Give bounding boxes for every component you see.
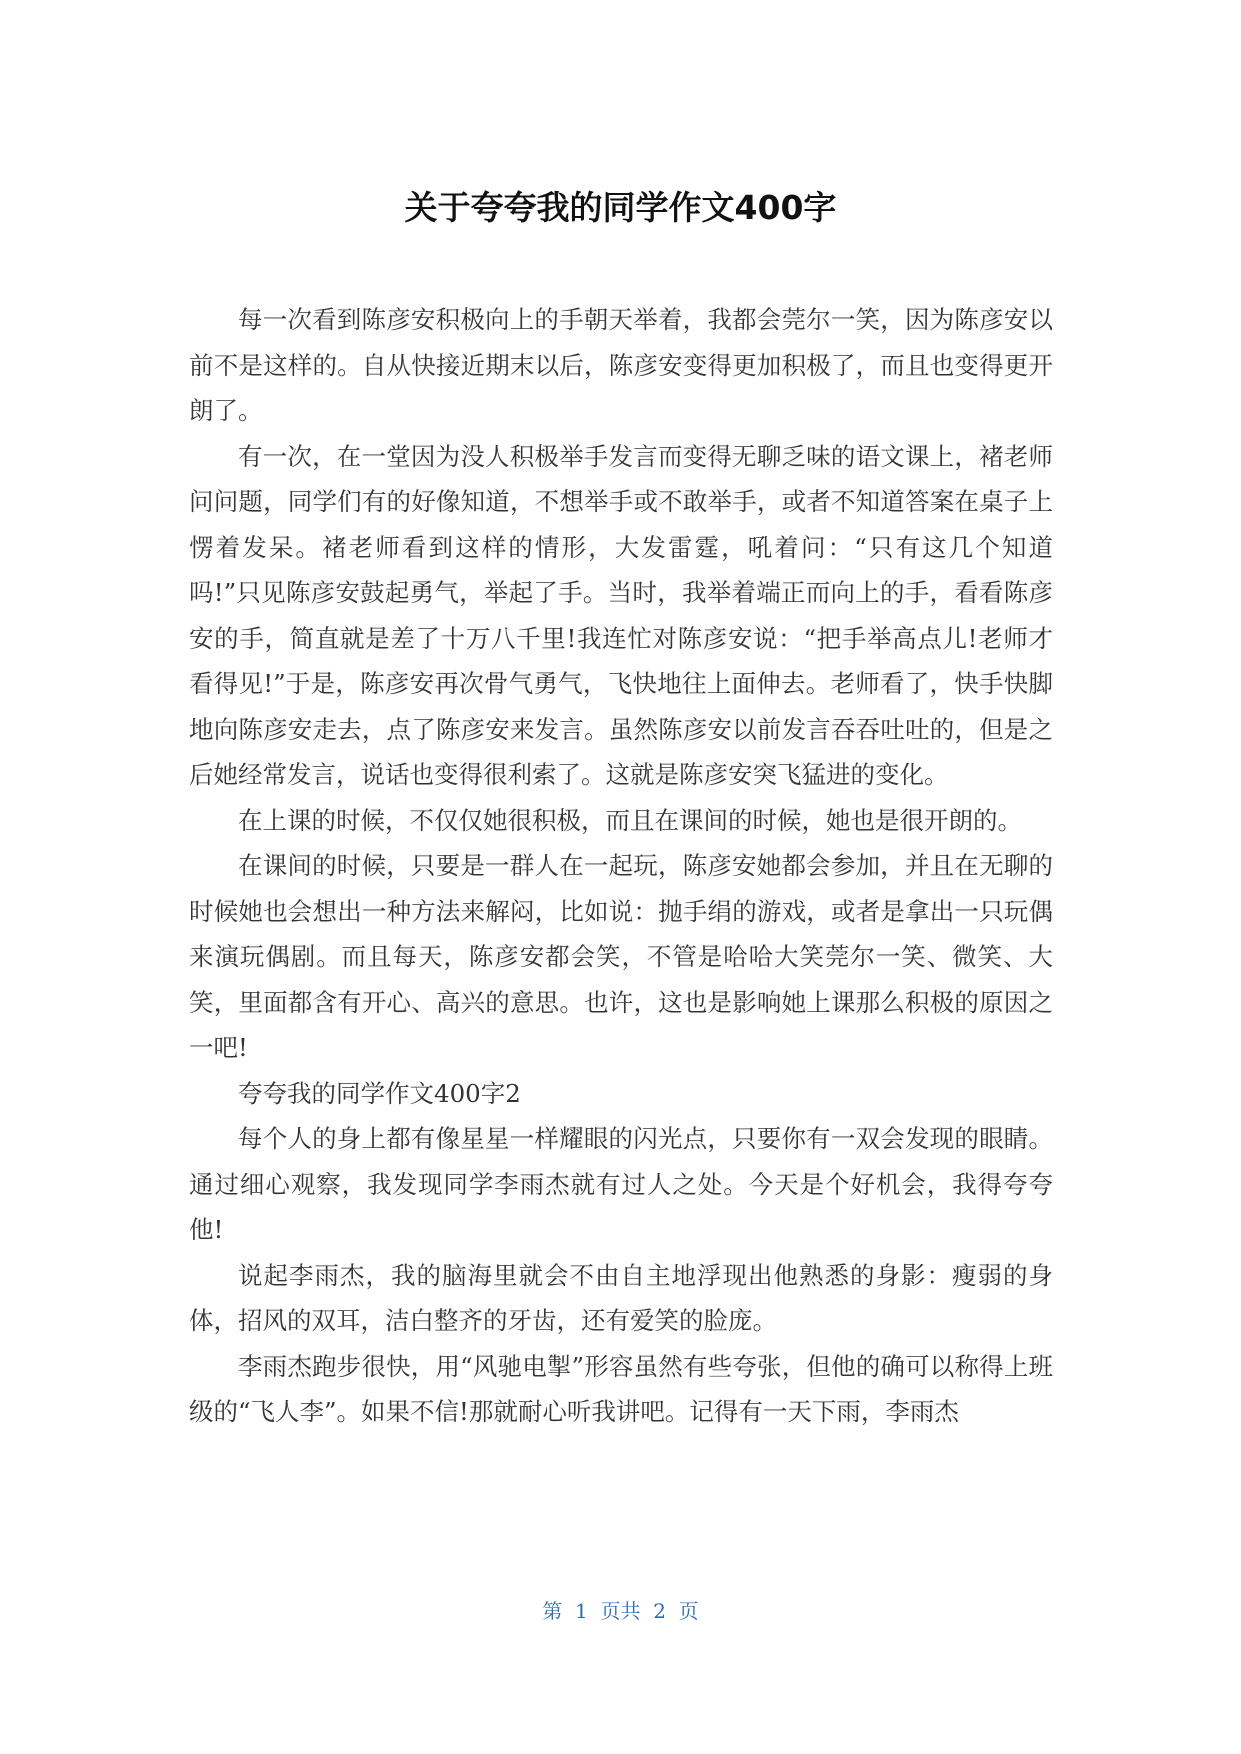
document-body [189, 297, 1053, 1435]
page-number-footer: 第 1 页共 2 页 [542, 1599, 699, 1623]
section-heading: 夸夸我的同学作文400字2 [238, 1078, 521, 1108]
paragraph: 李雨杰跑步很快，用“风驰电掣”形容虽然有些夸张，但他的确可以称得上班级的“飞人李”。如果不信!那就耐心听我讲吧。记得有一天下雨，李雨杰 [189, 1351, 1053, 1426]
paragraph: 在上课的时候，不仅仅她很积极，而且在课间的时候，她也是很开朗的。 [238, 805, 1022, 835]
paragraph: 有一次，在一堂因为没人积极举手发言而变得无聊乏味的语文课上，褚老师问问题，同学们有的好像知道，不想举手或不敢举手，或者不知道答案在桌子上愣着发呆。褚老师看到这样的情形，大发雷霆，吼着问：“只有这几个知道吗!”只见陈彦安鼓起勇气，举起了手。当时，我举着端正而向上的手，看看陈彦安的手，简直就是差了十万八千里!我连忙对陈彦安说：“把手举高点儿!老师才看得见!”于是，陈彦安再次骨气勇气，飞快地往上面伸去。老师看了，快手快脚地向陈彦安走去，点了陈彦安来发言。虽然陈彦安以前发言吞吞吐吐的，但是之后她经常发言，说话也变得很利索了。这就是陈彦安突飞猛进的变化。 [189, 441, 1053, 789]
paragraph: 每个人的身上都有像星星一样耀眼的闪光点，只要你有一双会发现的眼睛。通过细心观察，我发现同学李雨杰就有过人之处。今天是个好机会，我得夸夸他! [189, 1124, 1053, 1244]
paragraph: 每一次看到陈彦安积极向上的手朝天举着，我都会莞尔一笑，因为陈彦安以前不是这样的。自从快接近期末以后，陈彦安变得更加积极了，而且也变得更开朗了。 [189, 305, 1053, 425]
paragraph: 在课间的时候，只要是一群人在一起玩，陈彦安她都会参加，并且在无聊的时候她也会想出一种方法来解闷，比如说：抛手绢的游戏，或者是拿出一只玩偶来演玩偶剧。而且每天，陈彦安都会笑，不管是哈哈大笑莞尔一笑、微笑、大笑，里面都含有开心、高兴的意思。也许，这也是影响她上课那么积极的原因之一吧! [189, 851, 1053, 1062]
document-title: 关于夸夸我的同学作文400字 [404, 188, 837, 227]
paragraph: 说起李雨杰，我的脑海里就会不由自主地浮现出他熟悉的身影：瘦弱的身体，招风的双耳，洁白整齐的牙齿，还有爱笑的脸庞。 [189, 1260, 1053, 1335]
